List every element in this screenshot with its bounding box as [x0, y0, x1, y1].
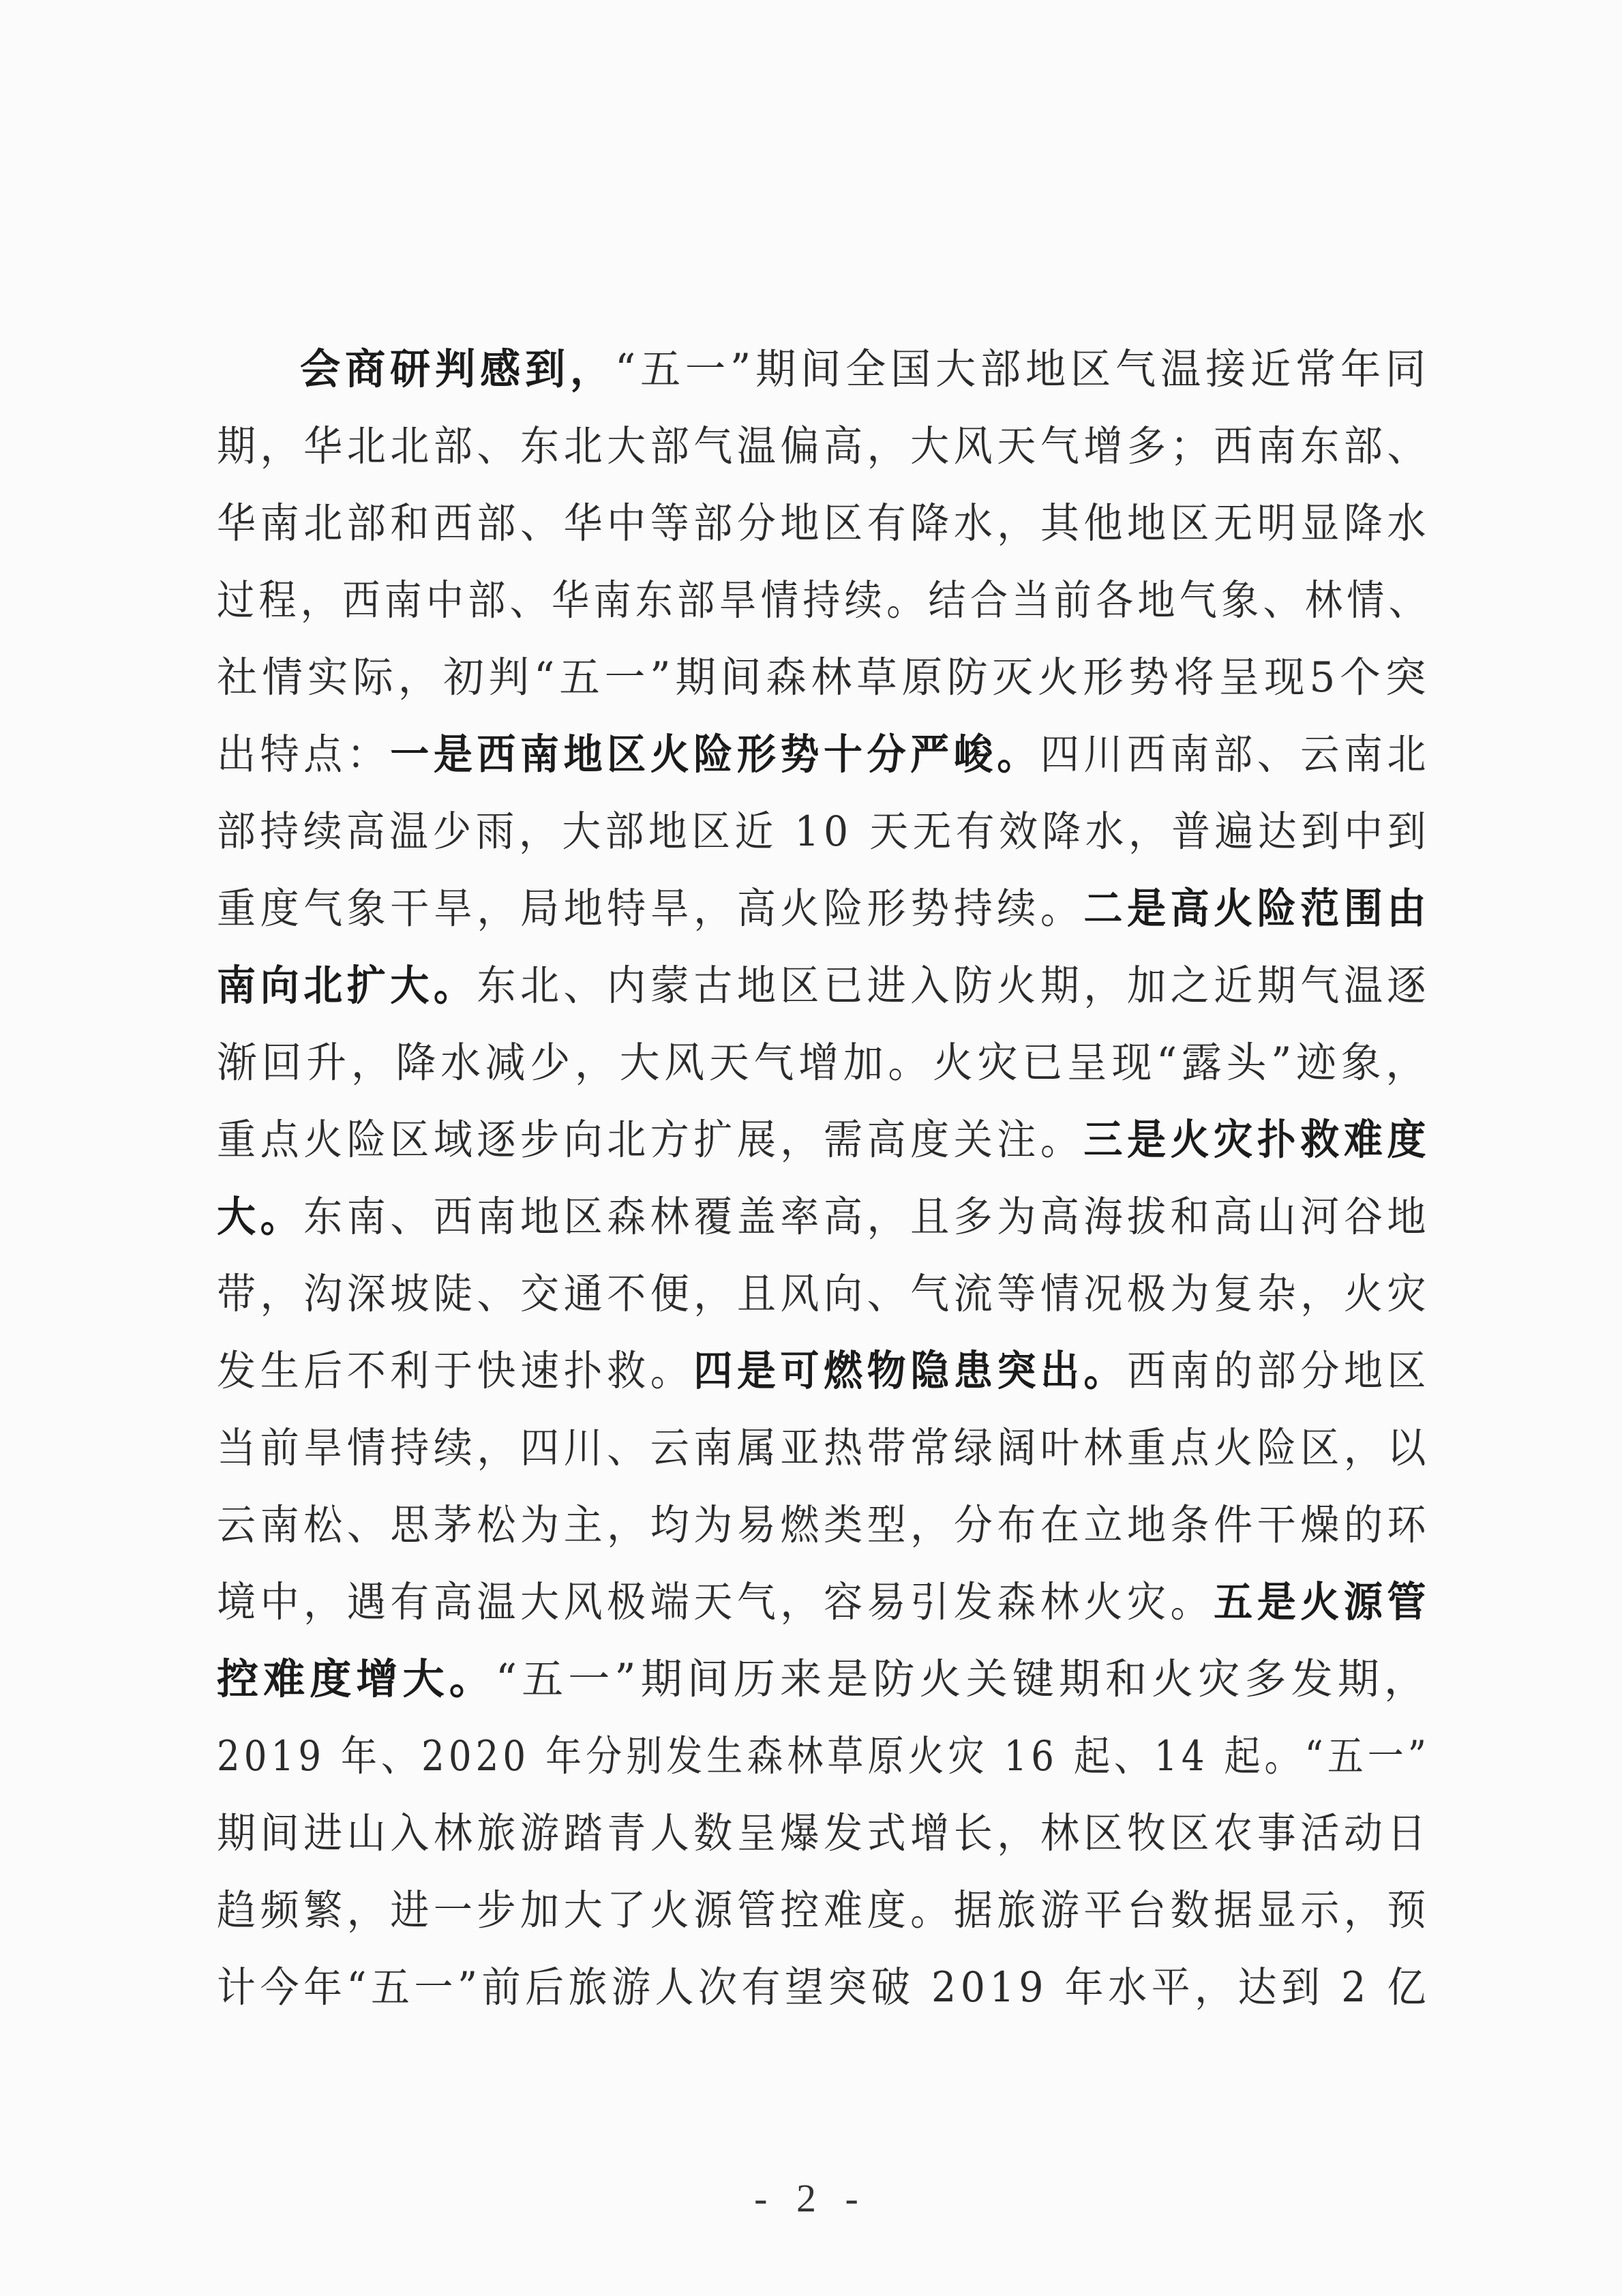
text-segment: 云南松、思茅松为主，均为易燃类型，分布在立地条件干燥的环	[217, 1501, 1430, 1549]
bold-text-segment: 一是西南地区火险形势十分严峻。	[390, 730, 1040, 779]
text-segment: 期，华北北部、东北大部气温偏高，大风天气增多；西南东部、	[217, 422, 1430, 471]
text-line	[217, 1178, 1430, 1255]
text-segment: “五一”期间历来是防火关键期和火灾多发期，	[495, 1655, 1430, 1703]
text-line	[217, 1949, 1430, 2026]
text-segment: 重度气象干旱，局地特旱，高火险形势持续。	[217, 884, 1084, 933]
text-segment: 东北、内蒙古地区已进入防火期，加之近期气温逐	[477, 961, 1430, 1010]
text-line	[217, 639, 1430, 716]
text-segment: 2019 年、2020 年分别发生森林草原火灾 16 起、14 起。“五一”	[217, 1732, 1430, 1780]
bold-text-segment: 三是火灾扑救难度	[1083, 1116, 1430, 1164]
text-segment: 境中，遇有高温大风极端天气，容易引发森林火灾。	[217, 1578, 1214, 1626]
text-segment: 趋频繁，进一步加大了火源管控难度。据旅游平台数据显示，预	[217, 1886, 1430, 1935]
text-segment: “五一”期间全国大部地区气温接近常年同	[614, 345, 1430, 393]
text-line	[217, 716, 1430, 793]
text-line	[217, 1564, 1430, 1641]
text-line	[217, 1255, 1430, 1332]
text-segment: 部持续高温少雨，大部地区近 10 天无有效降水，普遍达到中到	[217, 807, 1430, 856]
text-segment: 出特点：	[217, 730, 391, 779]
text-segment: 发生后不利于快速扑救。	[217, 1347, 694, 1395]
text-segment: 带，沟深坡陡、交通不便，且风向、气流等情况极为复杂，火灾	[217, 1270, 1430, 1318]
bold-text-segment: 五是火源管	[1214, 1578, 1430, 1626]
text-segment: 当前旱情持续，四川、云南属亚热带常绿阔叶林重点火险区，以	[217, 1424, 1430, 1472]
text-line	[217, 1718, 1430, 1795]
text-line	[217, 1795, 1430, 1872]
text-segment: 社情实际，初判“五一”期间森林草原防灭火形势将呈现5个突	[217, 653, 1430, 702]
text-line	[217, 331, 1430, 408]
text-line	[217, 1410, 1430, 1487]
text-segment: 过程，西南中部、华南东部旱情持续。结合当前各地气象、林情、	[217, 576, 1430, 625]
text-line	[217, 1487, 1430, 1564]
bold-text-segment: 控难度增大。	[217, 1655, 496, 1703]
text-line	[217, 1101, 1430, 1178]
text-line	[217, 1332, 1430, 1410]
bold-text-segment: 会商研判感到，	[300, 345, 615, 393]
text-line	[217, 947, 1430, 1024]
text-line	[217, 1641, 1430, 1718]
text-line	[217, 870, 1430, 947]
bold-text-segment: 南向北扩大。	[217, 961, 477, 1010]
text-segment: 西南的部分地区	[1126, 1347, 1430, 1395]
text-segment: 期间进山入林旅游踏青人数呈爆发式增长，林区牧区农事活动日	[217, 1809, 1430, 1858]
text-segment: 华南北部和西部、华中等部分地区有降水，其他地区无明显降水	[217, 499, 1430, 548]
bold-text-segment: 二是高火险范围由	[1083, 884, 1430, 933]
text-segment: 计今年“五一”前后旅游人次有望突破 2019 年水平，达到 2 亿	[217, 1963, 1430, 2012]
text-line	[217, 408, 1430, 485]
text-segment: 四川西南部、云南北	[1040, 730, 1430, 779]
text-segment: 渐回升，降水减少，大风天气增加。火灾已呈现“露头”迹象，	[217, 1039, 1430, 1087]
text-segment: 东南、西南地区森林覆盖率高，且多为高海拔和高山河谷地	[303, 1193, 1430, 1241]
bold-text-segment: 四是可燃物隐患突出。	[693, 1347, 1127, 1395]
text-line	[217, 485, 1430, 562]
text-line	[217, 562, 1430, 639]
text-line	[217, 793, 1430, 870]
text-segment: 重点火险区域逐步向北方扩展，需高度关注。	[217, 1116, 1084, 1164]
text-line	[217, 1872, 1430, 1949]
bold-text-segment: 大。	[217, 1193, 304, 1241]
body-text	[217, 331, 1430, 2026]
page-number: - 2 -	[754, 2176, 868, 2220]
text-line	[217, 1024, 1430, 1101]
